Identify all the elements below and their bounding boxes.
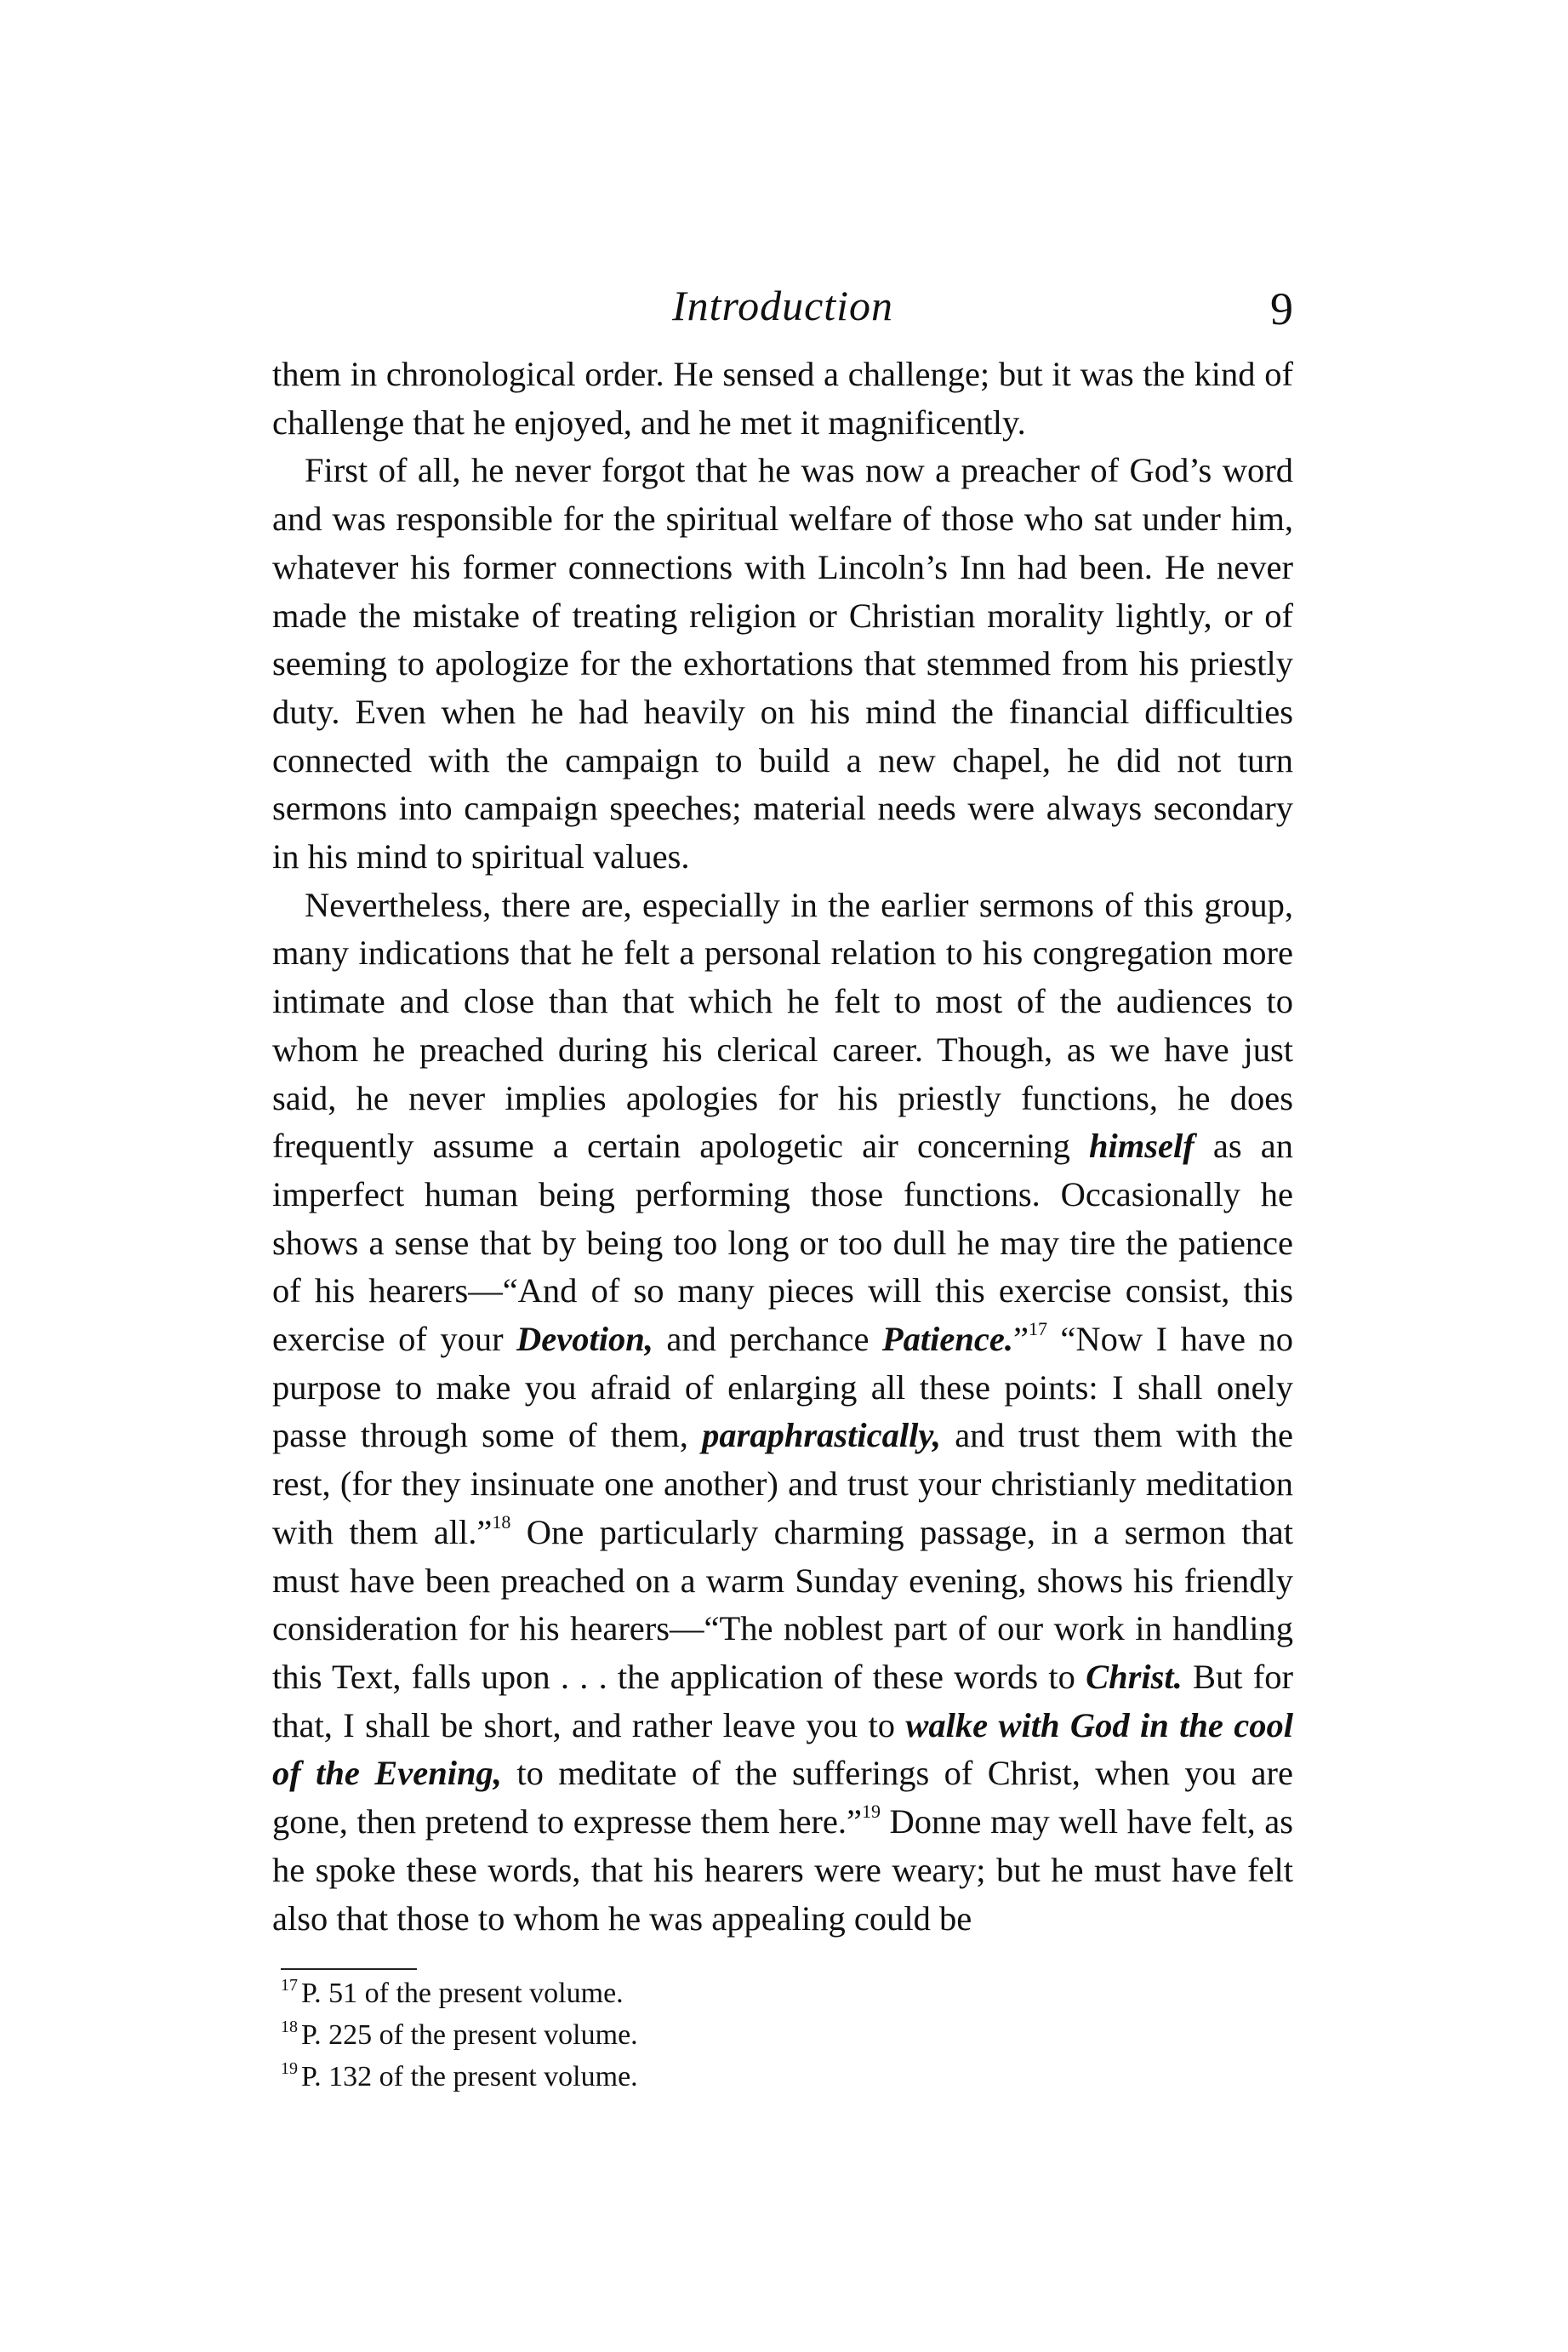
footnote-number: 17 — [281, 1976, 298, 1995]
text-run: as an imperfect human being performing those functions. Occasionally he shows a sense that by being too long or too dull he may tire the patience of his hearers—“And of so many pieces will this exercise consist, this exercise of your — [272, 1127, 1293, 1359]
footnote-text: P. 51 of the present volume. — [301, 1978, 624, 2009]
footnote-17 — [281, 1972, 1132, 2014]
text-run: and perchance — [653, 1320, 882, 1359]
text-run: One particularly charming passage, in a sermon that must have been preached on a warm Sunday evening, shows his friendly consideration for his hearers—“The noblest part of our work in handling this Text, falls upon . . . the application of these words to — [272, 1512, 1293, 1696]
text-run: Donne may well have felt, as he spoke these words, that his hearers were weary; but he must have felt also that those to whom he was appealing could be — [272, 1802, 1293, 1938]
footnote-number: 19 — [281, 2059, 298, 2078]
footnote-18 — [281, 2014, 1132, 2056]
footnote-number: 18 — [281, 2018, 298, 2036]
paragraph-2: First of all, he never forgot that he was now a preacher of God’s word and was responsible for the spiritual welfare of those who sat under him, whatever his former connections with Lincoln’s Inn had been. He never made the mistake of treating religion or Christian morality lightly, or of seeming to apologize for the exhortations that stemmed from his priestly duty. Even when he had heavily on his mind the financial difficulties connected with the campaign to build a new chapel, he did not turn sermons into campaign speeches; material needs were always secondary in his mind to spiritual values. — [272, 451, 1293, 876]
page-header — [272, 281, 1293, 349]
text-run: But for that, I shall be short, and rather leave you to — [272, 1657, 1293, 1744]
footnote-text: P. 225 of the present volume. — [301, 2019, 638, 2051]
page-number: 9 — [1270, 283, 1293, 334]
footnote-ref-17[interactable]: 17 — [1028, 1318, 1047, 1340]
emphasis-himself: himself — [1089, 1127, 1195, 1166]
footnote-ref-19[interactable]: 19 — [862, 1801, 881, 1823]
emphasis-walke: walke with God in the cool of the Evening, — [272, 1705, 1293, 1793]
footnote-rule — [281, 1968, 417, 1970]
paragraph-1: them in chronological order. He sensed a challenge; but it was the kind of challenge that he enjoyed, and he met it magnificently. — [272, 355, 1293, 442]
body-text — [272, 351, 1293, 1943]
emphasis-paraphrastically: paraphrastically, — [702, 1416, 941, 1455]
footnote-text: P. 132 of the present volume. — [301, 2061, 638, 2092]
emphasis-devotion: Devotion, — [516, 1320, 653, 1359]
text-run: to meditate of the sufferings of Christ, when you are gone, then pretend to expresse them here.” — [272, 1754, 1293, 1841]
running-head: Introduction — [671, 282, 894, 329]
text-run: and trust them with the rest, (for they insinuate one another) and trust your christianly meditation with them all.” — [272, 1416, 1293, 1551]
footnotes — [281, 1972, 1132, 2098]
paragraph-3 — [272, 882, 1293, 1943]
text-run: “Now I have no purpose to make you afraid of enlarging all these points: I shall onely passe through some of them, — [272, 1320, 1293, 1455]
footnote-19 — [281, 2056, 1132, 2098]
text-run: ” — [1012, 1320, 1029, 1359]
text-run: Nevertheless, there are, especially in the earlier sermons of this group, many indications that he felt a personal relation to his congregation more intimate and close than that which he felt to most of the audiences to whom he preached during his clerical career. Though, as we have just said, he never implies apologies for his priestly functions, he does frequently assume a certain apologetic air concerning — [272, 885, 1293, 1166]
emphasis-patience: Patience. — [881, 1320, 1013, 1359]
emphasis-christ: Christ. — [1086, 1657, 1183, 1696]
footnote-ref-18[interactable]: 18 — [492, 1510, 511, 1533]
